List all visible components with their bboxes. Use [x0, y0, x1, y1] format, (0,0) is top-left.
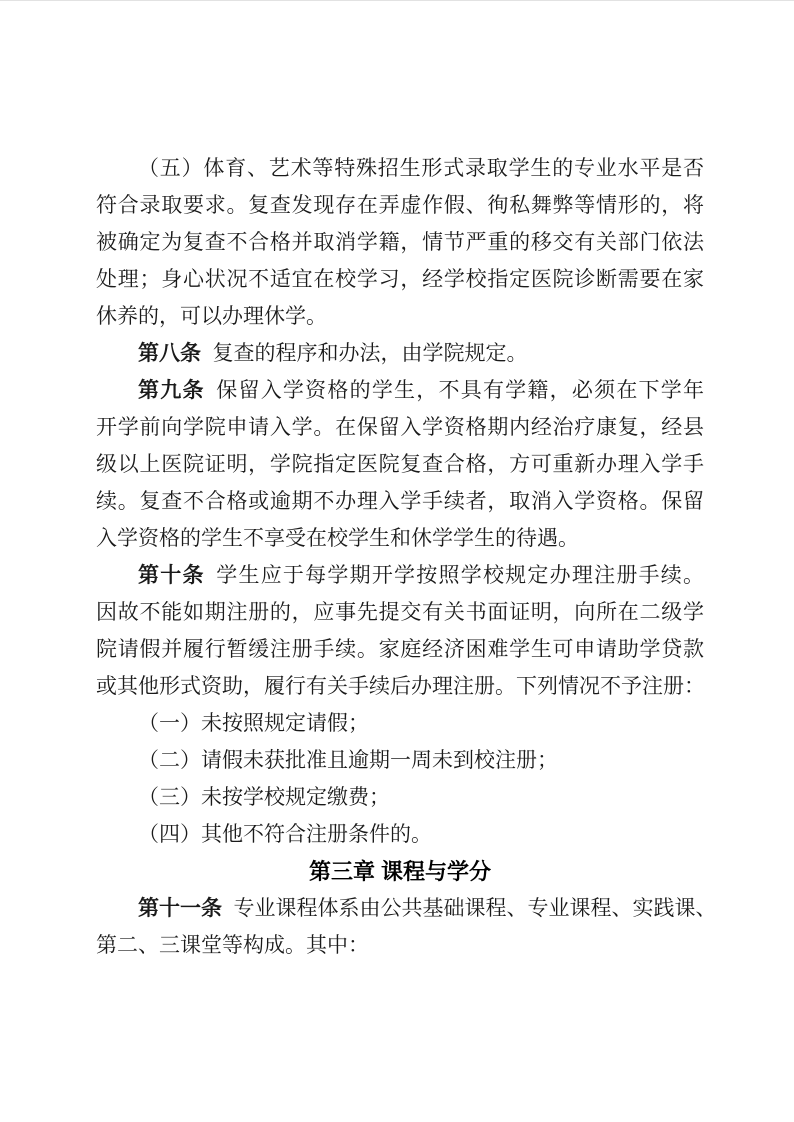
body-line: 因故不能如期注册的，应事先提交有关书面证明，向所在二级学 [96, 600, 704, 624]
article-9-line [96, 372, 704, 409]
article-text: 学生应于每学期开学按照学校规定办理注册手续。 [216, 563, 705, 587]
article-8-line [96, 335, 704, 372]
list-item: （一）未按照规定请假； [138, 711, 369, 735]
body-line: 级以上医院证明，学院指定医院复查合格，方可重新办理入学手 [96, 452, 704, 476]
list-item: （三）未按学校规定缴费； [138, 785, 390, 809]
body-line: 处理；身心状况不适宜在校学习，经学校指定医院诊断需要在家 [96, 267, 704, 291]
body-line: 开学前向学院申请入学。在保留入学资格期内经治疗康复，经县 [96, 415, 704, 439]
page-top-edge [0, 0, 794, 1]
body-line: （五）体育、艺术等特殊招生形式录取学生的专业水平是否 [138, 156, 704, 180]
body-line: 符合录取要求。复查发现存在弄虚作假、徇私舞弊等情形的，将 [96, 193, 704, 217]
body-line: 续。复查不合格或逾期不办理入学手续者，取消入学资格。保留 [96, 489, 704, 513]
body-line: 第二、三课堂等构成。其中： [96, 933, 369, 957]
list-item: （四）其他不符合注册条件的。 [138, 822, 432, 846]
body-line: 入学资格的学生不享受在校学生和休学学生的待遇。 [96, 526, 579, 550]
list-item: （二）请假未获批准且逾期一周未到校注册； [138, 748, 558, 772]
body-line: 被确定为复查不合格并取消学籍，情节严重的移交有关部门依法 [96, 230, 704, 254]
body-line: 或其他形式资助，履行有关手续后办理注册。下列情况不予注册： [96, 674, 705, 698]
article-10-line [96, 557, 704, 594]
article-number-label: 第八条 [138, 341, 201, 365]
article-number-label: 第十一条 [138, 896, 222, 920]
body-line: 院请假并履行暂缓注册手续。家庭经济困难学生可申请助学贷款 [96, 637, 704, 661]
article-11-line [96, 890, 717, 927]
article-text: 复查的程序和办法，由学院规定。 [212, 341, 528, 365]
chapter-heading: 第三章 课程与学分 [308, 859, 492, 884]
body-line: 休养的，可以办理休学。 [96, 304, 327, 328]
document-body [96, 150, 717, 964]
article-number-label: 第十条 [138, 563, 205, 587]
article-text: 专业课程体系由公共基础课程、专业课程、实践课、 [233, 896, 717, 920]
article-text: 保留入学资格的学生，不具有学籍，必须在下学年 [216, 378, 705, 402]
article-number-label: 第九条 [138, 378, 205, 402]
